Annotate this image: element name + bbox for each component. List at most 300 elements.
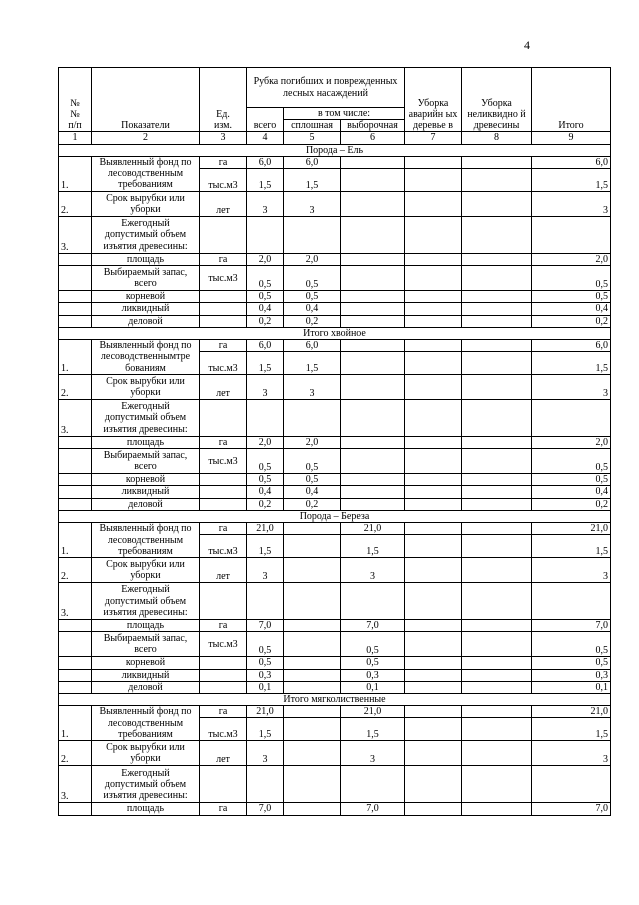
total-cell: 0,5 — [247, 291, 284, 303]
clear-cell: 0,4 — [284, 303, 341, 315]
row-label: Ежегодный допустимый объем изъятия древесины: — [92, 583, 200, 620]
row-number: 1. — [59, 706, 92, 741]
row-label: Выявленный фонд по лесоводственнымтре бованиям — [92, 339, 200, 374]
table-row — [59, 400, 611, 437]
unit-cell: тыс.м3 — [200, 535, 247, 558]
table-row — [59, 303, 611, 315]
clear-cell: 0,2 — [284, 498, 341, 510]
section-title: Итого мягколиственные — [59, 693, 611, 705]
selective-cell: 0,3 — [341, 669, 405, 681]
unit-cell — [200, 400, 247, 437]
total-cell: 0,2 — [247, 498, 284, 510]
nonliquid-cell — [462, 400, 532, 437]
unit-cell: га — [200, 339, 247, 351]
table-row — [59, 191, 611, 216]
total-cell — [247, 400, 284, 437]
clear-cell: 6,0 — [284, 156, 341, 168]
clear-cell — [284, 523, 341, 535]
section-title-row — [59, 327, 611, 339]
selective-cell: 1,5 — [341, 535, 405, 558]
nonliquid-cell — [462, 657, 532, 669]
unit-cell: лет — [200, 375, 247, 400]
row-number — [59, 632, 92, 657]
nonliquid-cell — [462, 523, 532, 535]
unit-cell — [200, 669, 247, 681]
total-cell: 0,5 — [247, 657, 284, 669]
emergency-cell — [405, 535, 462, 558]
itogo-cell: 2,0 — [532, 437, 611, 449]
header-including: в том числе: — [284, 108, 405, 120]
nonliquid-cell — [462, 535, 532, 558]
total-cell: 21,0 — [247, 523, 284, 535]
table-row — [59, 474, 611, 486]
total-cell: 0,4 — [247, 303, 284, 315]
itogo-cell: 0,2 — [532, 315, 611, 327]
nonliquid-cell — [462, 803, 532, 815]
header-indicators: Показатели — [92, 68, 200, 132]
itogo-cell: 21,0 — [532, 523, 611, 535]
unit-cell: га — [200, 523, 247, 535]
row-label: площадь — [92, 620, 200, 632]
nonliquid-cell — [462, 718, 532, 741]
selective-cell: 1,5 — [341, 718, 405, 741]
emergency-cell — [405, 632, 462, 657]
row-label: деловой — [92, 315, 200, 327]
selective-cell: 3 — [341, 558, 405, 583]
itogo-cell: 2,0 — [532, 253, 611, 265]
itogo-cell: 21,0 — [532, 706, 611, 718]
itogo-cell — [532, 216, 611, 253]
nonliquid-cell — [462, 437, 532, 449]
selective-cell — [341, 498, 405, 510]
itogo-cell: 3 — [532, 191, 611, 216]
total-cell: 6,0 — [247, 339, 284, 351]
table-row — [59, 657, 611, 669]
col-number: 5 — [284, 132, 341, 144]
section-title-row — [59, 693, 611, 705]
selective-cell: 7,0 — [341, 803, 405, 815]
clear-cell — [284, 803, 341, 815]
unit-cell — [200, 303, 247, 315]
selective-cell — [341, 400, 405, 437]
unit-cell: га — [200, 706, 247, 718]
table-row — [59, 156, 611, 168]
emergency-cell — [405, 375, 462, 400]
itogo-cell: 0,5 — [532, 657, 611, 669]
selective-cell — [341, 315, 405, 327]
itogo-cell: 1,5 — [532, 352, 611, 375]
total-cell: 0,2 — [247, 315, 284, 327]
nonliquid-cell — [462, 741, 532, 766]
clear-cell: 6,0 — [284, 339, 341, 351]
nonliquid-cell — [462, 681, 532, 693]
itogo-cell: 0,5 — [532, 266, 611, 291]
row-number — [59, 437, 92, 449]
unit-cell — [200, 291, 247, 303]
nonliquid-cell — [462, 449, 532, 474]
header-itogo: Итого — [532, 68, 611, 132]
col-number: 3 — [200, 132, 247, 144]
row-number: 3. — [59, 583, 92, 620]
emergency-cell — [405, 449, 462, 474]
row-label: ликвидный — [92, 303, 200, 315]
emergency-cell — [405, 718, 462, 741]
unit-cell: га — [200, 253, 247, 265]
selective-cell — [341, 266, 405, 291]
clear-cell — [284, 766, 341, 803]
nonliquid-cell — [462, 168, 532, 191]
nonliquid-cell — [462, 375, 532, 400]
clear-cell — [284, 706, 341, 718]
row-label: площадь — [92, 437, 200, 449]
total-cell: 3 — [247, 741, 284, 766]
total-cell: 0,5 — [247, 632, 284, 657]
row-label: деловой — [92, 681, 200, 693]
row-label: площадь — [92, 253, 200, 265]
clear-cell — [284, 669, 341, 681]
total-cell: 0,3 — [247, 669, 284, 681]
total-cell: 0,5 — [247, 449, 284, 474]
total-cell: 0,5 — [247, 266, 284, 291]
emergency-cell — [405, 253, 462, 265]
total-cell: 3 — [247, 375, 284, 400]
felling-table — [58, 67, 611, 816]
selective-cell — [341, 253, 405, 265]
table-row — [59, 706, 611, 718]
total-cell: 6,0 — [247, 156, 284, 168]
itogo-cell: 3 — [532, 741, 611, 766]
clear-cell — [284, 583, 341, 620]
emergency-cell — [405, 291, 462, 303]
table-row — [59, 339, 611, 351]
row-number — [59, 657, 92, 669]
total-cell — [247, 216, 284, 253]
unit-cell — [200, 766, 247, 803]
table-row — [59, 741, 611, 766]
unit-cell — [200, 657, 247, 669]
header-unit: Ед. изм. — [200, 68, 247, 132]
emergency-cell — [405, 339, 462, 351]
selective-cell — [341, 191, 405, 216]
total-cell — [247, 766, 284, 803]
total-cell: 3 — [247, 191, 284, 216]
table-row — [59, 523, 611, 535]
header-clear: сплошная — [284, 120, 341, 132]
section-title: Порода – Береза — [59, 510, 611, 522]
row-number: 1. — [59, 339, 92, 374]
total-cell: 21,0 — [247, 706, 284, 718]
emergency-cell — [405, 657, 462, 669]
emergency-cell — [405, 315, 462, 327]
selective-cell — [341, 339, 405, 351]
emergency-cell — [405, 437, 462, 449]
selective-cell — [341, 583, 405, 620]
row-number — [59, 803, 92, 815]
emergency-cell — [405, 741, 462, 766]
col-number: 9 — [532, 132, 611, 144]
col-number: 4 — [247, 132, 284, 144]
itogo-cell: 7,0 — [532, 803, 611, 815]
emergency-cell — [405, 486, 462, 498]
row-label: Ежегодный допустимый объем изъятия древесины: — [92, 400, 200, 437]
clear-cell: 2,0 — [284, 253, 341, 265]
total-cell: 0,5 — [247, 474, 284, 486]
unit-cell — [200, 216, 247, 253]
row-label: Срок вырубки или уборки — [92, 191, 200, 216]
row-number — [59, 620, 92, 632]
total-cell: 0,4 — [247, 486, 284, 498]
clear-cell — [284, 535, 341, 558]
header-emergency: Уборка аварийн ых деревье в — [405, 68, 462, 132]
section-title: Порода – Ель — [59, 144, 611, 156]
itogo-cell: 3 — [532, 375, 611, 400]
table-row — [59, 253, 611, 265]
selective-cell — [341, 486, 405, 498]
total-cell: 0,1 — [247, 681, 284, 693]
row-number — [59, 669, 92, 681]
selective-cell — [341, 352, 405, 375]
table-row — [59, 803, 611, 815]
itogo-cell: 0,1 — [532, 681, 611, 693]
row-label: Срок вырубки или уборки — [92, 375, 200, 400]
table-row — [59, 632, 611, 657]
selective-cell — [341, 766, 405, 803]
row-number: 3. — [59, 400, 92, 437]
emergency-cell — [405, 766, 462, 803]
row-number: 3. — [59, 216, 92, 253]
itogo-cell — [532, 400, 611, 437]
selective-cell — [341, 168, 405, 191]
clear-cell — [284, 558, 341, 583]
row-label: Выбираемый запас, всего — [92, 449, 200, 474]
clear-cell — [284, 620, 341, 632]
table-row — [59, 620, 611, 632]
selective-cell — [341, 437, 405, 449]
selective-cell — [341, 449, 405, 474]
selective-cell: 0,1 — [341, 681, 405, 693]
selective-cell — [341, 375, 405, 400]
table-row — [59, 449, 611, 474]
unit-cell: тыс.м3 — [200, 718, 247, 741]
itogo-cell: 0,2 — [532, 498, 611, 510]
table-row — [59, 437, 611, 449]
total-cell: 7,0 — [247, 803, 284, 815]
clear-cell: 1,5 — [284, 352, 341, 375]
row-label: Выбираемый запас, всего — [92, 266, 200, 291]
table-row — [59, 498, 611, 510]
row-label: Выявленный фонд по лесоводственным требованиям — [92, 706, 200, 741]
row-number: 1. — [59, 523, 92, 558]
nonliquid-cell — [462, 632, 532, 657]
table-row — [59, 486, 611, 498]
row-number — [59, 303, 92, 315]
row-label: ликвидный — [92, 486, 200, 498]
itogo-cell: 0,5 — [532, 632, 611, 657]
selective-cell — [341, 156, 405, 168]
nonliquid-cell — [462, 766, 532, 803]
unit-cell — [200, 681, 247, 693]
unit-cell — [200, 486, 247, 498]
table-row — [59, 583, 611, 620]
clear-cell — [284, 741, 341, 766]
row-label: Срок вырубки или уборки — [92, 741, 200, 766]
row-number — [59, 266, 92, 291]
row-number — [59, 449, 92, 474]
nonliquid-cell — [462, 498, 532, 510]
unit-cell: тыс.м3 — [200, 352, 247, 375]
header-num: № № п/п — [59, 68, 92, 132]
row-number — [59, 291, 92, 303]
itogo-cell: 1,5 — [532, 535, 611, 558]
itogo-cell: 0,5 — [532, 291, 611, 303]
total-cell: 3 — [247, 558, 284, 583]
nonliquid-cell — [462, 620, 532, 632]
clear-cell — [284, 718, 341, 741]
section-title: Итого хвойное — [59, 327, 611, 339]
row-number: 2. — [59, 191, 92, 216]
emergency-cell — [405, 303, 462, 315]
total-cell: 1,5 — [247, 718, 284, 741]
nonliquid-cell — [462, 669, 532, 681]
itogo-cell: 6,0 — [532, 156, 611, 168]
unit-cell — [200, 498, 247, 510]
unit-cell — [200, 583, 247, 620]
column-number-row — [59, 132, 611, 144]
clear-cell: 0,5 — [284, 291, 341, 303]
clear-cell — [284, 657, 341, 669]
unit-cell: лет — [200, 741, 247, 766]
itogo-cell: 1,5 — [532, 718, 611, 741]
table-row — [59, 375, 611, 400]
page-number: 4 — [524, 38, 530, 52]
row-label: ликвидный — [92, 669, 200, 681]
itogo-cell: 0,5 — [532, 449, 611, 474]
total-cell: 1,5 — [247, 168, 284, 191]
clear-cell: 3 — [284, 191, 341, 216]
clear-cell: 0,5 — [284, 474, 341, 486]
nonliquid-cell — [462, 266, 532, 291]
row-number — [59, 681, 92, 693]
nonliquid-cell — [462, 291, 532, 303]
nonliquid-cell — [462, 474, 532, 486]
col-number: 7 — [405, 132, 462, 144]
table-row — [59, 266, 611, 291]
section-title-row — [59, 510, 611, 522]
clear-cell: 1,5 — [284, 168, 341, 191]
clear-cell: 2,0 — [284, 437, 341, 449]
header-nonliquid: Уборка неликвидно й древесины — [462, 68, 532, 132]
nonliquid-cell — [462, 486, 532, 498]
emergency-cell — [405, 681, 462, 693]
selective-cell: 21,0 — [341, 706, 405, 718]
table-row — [59, 681, 611, 693]
unit-cell: тыс.м3 — [200, 632, 247, 657]
table-row — [59, 315, 611, 327]
emergency-cell — [405, 498, 462, 510]
unit-cell: га — [200, 437, 247, 449]
row-label: Ежегодный допустимый объем изъятия древесины: — [92, 766, 200, 803]
emergency-cell — [405, 266, 462, 291]
selective-cell: 7,0 — [341, 620, 405, 632]
emergency-cell — [405, 216, 462, 253]
emergency-cell — [405, 583, 462, 620]
row-number — [59, 474, 92, 486]
row-label: корневой — [92, 657, 200, 669]
nonliquid-cell — [462, 339, 532, 351]
row-number: 2. — [59, 558, 92, 583]
clear-cell: 0,2 — [284, 315, 341, 327]
itogo-cell — [532, 583, 611, 620]
emergency-cell — [405, 706, 462, 718]
clear-cell: 0,5 — [284, 449, 341, 474]
col-number: 8 — [462, 132, 532, 144]
clear-cell: 0,4 — [284, 486, 341, 498]
selective-cell: 0,5 — [341, 657, 405, 669]
nonliquid-cell — [462, 352, 532, 375]
selective-cell — [341, 216, 405, 253]
itogo-cell: 0,5 — [532, 474, 611, 486]
unit-cell: лет — [200, 191, 247, 216]
total-cell: 7,0 — [247, 620, 284, 632]
emergency-cell — [405, 669, 462, 681]
emergency-cell — [405, 400, 462, 437]
nonliquid-cell — [462, 216, 532, 253]
row-number — [59, 498, 92, 510]
selective-cell: 3 — [341, 741, 405, 766]
row-number — [59, 486, 92, 498]
selective-cell — [341, 303, 405, 315]
emergency-cell — [405, 558, 462, 583]
col-number: 6 — [341, 132, 405, 144]
table-row — [59, 669, 611, 681]
table-row — [59, 216, 611, 253]
nonliquid-cell — [462, 156, 532, 168]
row-label: площадь — [92, 803, 200, 815]
nonliquid-cell — [462, 303, 532, 315]
itogo-cell: 0,4 — [532, 486, 611, 498]
total-cell: 2,0 — [247, 253, 284, 265]
itogo-cell: 6,0 — [532, 339, 611, 351]
nonliquid-cell — [462, 315, 532, 327]
selective-cell — [341, 474, 405, 486]
row-label: Выбираемый запас, всего — [92, 632, 200, 657]
clear-cell — [284, 400, 341, 437]
col-number: 2 — [92, 132, 200, 144]
row-number — [59, 253, 92, 265]
row-number — [59, 315, 92, 327]
row-number: 2. — [59, 741, 92, 766]
emergency-cell — [405, 523, 462, 535]
emergency-cell — [405, 168, 462, 191]
table-row — [59, 558, 611, 583]
unit-cell — [200, 315, 247, 327]
row-label: Ежегодный допустимый объем изъятия древесины: — [92, 216, 200, 253]
unit-cell: га — [200, 803, 247, 815]
itogo-cell: 7,0 — [532, 620, 611, 632]
total-cell: 1,5 — [247, 535, 284, 558]
emergency-cell — [405, 803, 462, 815]
row-label: корневой — [92, 474, 200, 486]
total-cell — [247, 583, 284, 620]
row-label: корневой — [92, 291, 200, 303]
itogo-cell — [532, 766, 611, 803]
row-number: 3. — [59, 766, 92, 803]
row-label: Срок вырубки или уборки — [92, 558, 200, 583]
itogo-cell: 1,5 — [532, 168, 611, 191]
section-title-row — [59, 144, 611, 156]
itogo-cell: 0,3 — [532, 669, 611, 681]
unit-cell — [200, 474, 247, 486]
